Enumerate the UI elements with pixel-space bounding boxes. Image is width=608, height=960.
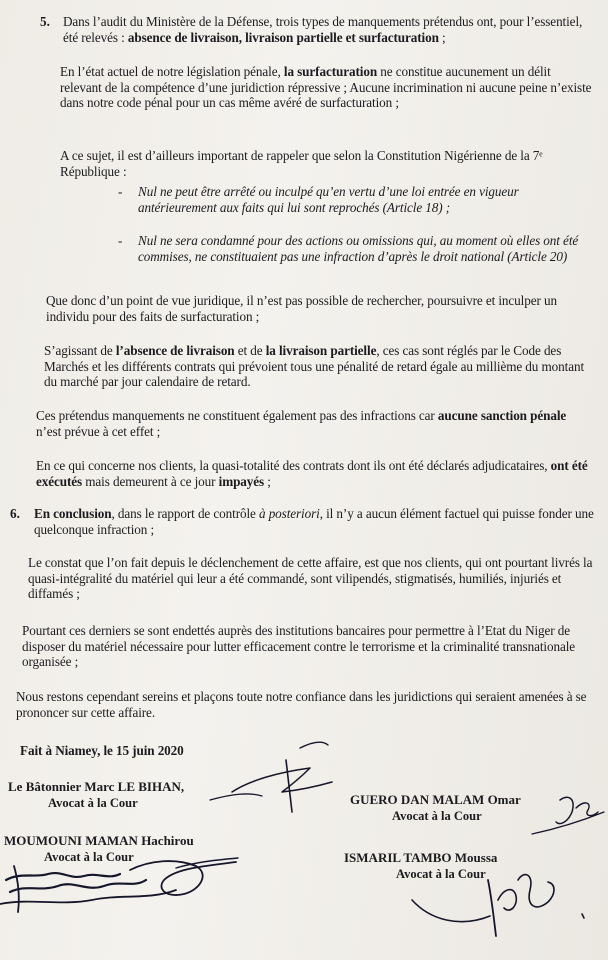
signature-ismaril (412, 875, 584, 936)
signatory-name: MOUMOUNI MAMAN Hachirou (4, 833, 194, 848)
article-20-quote: Nul ne sera condamné pour des actions ou omissions qui, au moment où elles ont été commises, ne constituaient pas une infraction d’après le droit national (Article 20) (138, 233, 579, 264)
place-date: Fait à Niamey, le 15 juin 2020 (20, 743, 184, 758)
paragraph-endettes: Pourtant ces derniers se sont endettés auprès des institutions bancaires pour permettre à l’Etat du Niger de disposer du matériel nécessaire pour lutter efficacement contre le terrorisme et la criminalité transnationale organisée ; (22, 623, 576, 669)
section-5-number: 5. (40, 14, 50, 29)
signatory-name: GUERO DAN MALAM Omar (350, 792, 521, 807)
article-18-quote: Nul ne peut être arrêté ou inculpé qu’en vertu d’une loi entrée en vigueur antérieurement aux faits qui lui sont reprochés (Article 18) ; (138, 184, 519, 215)
signatory-title: Avocat à la Cour (396, 867, 486, 881)
section-6-conclusion: En conclusion, dans le rapport de contrôle à posteriori, il n’y a aucun élément factuel qui puisse fonder une quelconque infraction ; (34, 506, 594, 537)
signatory-name: ISMARIL TAMBO Moussa (344, 850, 498, 865)
signature-guero (532, 797, 604, 834)
section-6-number: 6. (10, 506, 20, 521)
paragraph-juridique: Que donc d’un point de vue juridique, il n’est pas possible de rechercher, poursuivre et inculper un individu pour des faits de surfacturation ; (46, 293, 557, 324)
paragraph-surfacturation: En l’état actuel de notre législation pénale, la surfacturation ne constitue aucunement un délit relevant de la compétence d’une juridiction répressive ; Aucune incrimination ni aucune peine n’existe dans notre code pénal pour un cas même avéré de surfacturation ; (60, 64, 592, 110)
paragraph-constitution: A ce sujet, il est d’ailleurs important de rappeler que selon la Constitution Nigérienne de la 7ᵉ République : (60, 148, 543, 179)
signature-le-bihan (210, 742, 332, 812)
signatory-title: Avocat à la Cour (392, 809, 482, 823)
paragraph-clients: En ce qui concerne nos clients, la quasi-totalité des contrats dont ils ont été déclarés adjudicataires, ont été exécutés mais demeurent à ce jour impayés ; (36, 458, 588, 489)
section-5-intro: Dans l’audit du Ministère de la Défense, trois types de manquements prétendus ont, pour l’essentiel, été relevés : absence de livraison, livraison partielle et surfacturation ; (63, 14, 583, 45)
signatory-title: Avocat à la Cour (48, 796, 138, 810)
signatory-title: Avocat à la Cour (44, 850, 134, 864)
paragraph-sereins: Nous restons cependant sereins et plaçons toute notre confiance dans les juridictions qui seraient amenées à se prononcer sur cette affaire. (16, 689, 587, 720)
bullet-dash: - (118, 184, 123, 199)
paragraph-absence-livraison: S’agissant de l’absence de livraison et de la livraison partielle, ces cas sont réglés par le Code des Marchés et les différents contrats qui prévoient tous une pénalité de retard égale au millième du montant du marché par jour calendaire de retard. (44, 343, 585, 389)
signatory-name: Le Bâtonnier Marc LE BIHAN, (8, 779, 185, 794)
paragraph-constat: Le constat que l’on fait depuis le déclenchement de cette affaire, est que nos clients, qui ont pourtant livrés la quasi-intégralité du matériel qui leur a été commandé, sont vilipendés, stigmatisés, humiliés, injuriés et diffamés ; (28, 555, 593, 601)
signature-moumouni (0, 858, 238, 912)
paragraph-pretendus-manquements: Ces prétendus manquements ne constituent également pas des infractions car aucune sanction pénale n’est prévue à cet effet ; (36, 408, 567, 439)
bullet-dash: - (118, 233, 123, 248)
